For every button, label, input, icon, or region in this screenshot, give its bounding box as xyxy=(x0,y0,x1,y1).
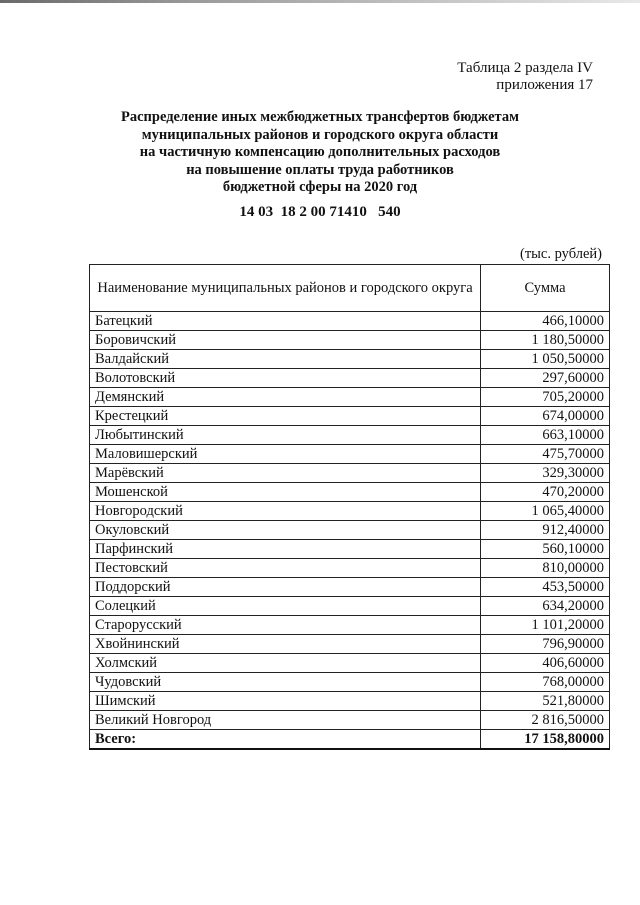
district-sum: 1 180,50000 xyxy=(481,331,610,350)
district-sum: 2 816,50000 xyxy=(481,711,610,730)
table-reference xyxy=(457,60,593,94)
district-sum: 453,50000 xyxy=(481,578,610,597)
district-sum: 912,40000 xyxy=(481,521,610,540)
table-row xyxy=(90,464,610,483)
table-row xyxy=(90,350,610,369)
district-name: Любытинский xyxy=(90,426,481,445)
table-row xyxy=(90,483,610,502)
district-sum: 1 065,40000 xyxy=(481,502,610,521)
table-row xyxy=(90,312,610,331)
header-sum: Сумма xyxy=(481,265,610,312)
district-name: Мошенской xyxy=(90,483,481,502)
scan-edge-line xyxy=(0,0,640,3)
title-line-4: на повышение оплаты труда работников xyxy=(186,161,454,178)
table-row xyxy=(90,635,610,654)
table-row xyxy=(90,426,610,445)
district-name: Поддорский xyxy=(90,578,481,597)
district-name: Парфинский xyxy=(90,540,481,559)
table-row xyxy=(90,673,610,692)
district-sum: 560,10000 xyxy=(481,540,610,559)
district-sum: 634,20000 xyxy=(481,597,610,616)
total-row xyxy=(90,730,610,750)
reference-line-1: Таблица 2 раздела IV xyxy=(457,60,593,76)
table-row xyxy=(90,692,610,711)
district-name: Чудовский xyxy=(90,673,481,692)
table-row xyxy=(90,540,610,559)
distribution-table xyxy=(89,264,610,750)
title-line-1: Распределение иных межбюджетных трансфертов бюджетам xyxy=(121,109,519,125)
table-row xyxy=(90,388,610,407)
table-row xyxy=(90,369,610,388)
district-name: Демянский xyxy=(90,388,481,407)
table-row xyxy=(90,711,610,730)
district-sum: 663,10000 xyxy=(481,426,610,445)
district-name: Батецкий xyxy=(90,312,481,331)
title-line-5: бюджетной сферы на 2020 год xyxy=(222,179,418,195)
district-name: Новгородский xyxy=(90,502,481,521)
table-row xyxy=(90,445,610,464)
table-header-row xyxy=(90,265,610,312)
district-name: Валдайский xyxy=(90,350,481,369)
district-sum: 329,30000 xyxy=(481,464,610,483)
district-sum: 674,00000 xyxy=(481,407,610,426)
table-row xyxy=(90,502,610,521)
title-line-3: на частичную компенсацию дополнительных расходов xyxy=(139,144,501,160)
table-row xyxy=(90,331,610,350)
district-sum: 475,70000 xyxy=(481,445,610,464)
district-name: Холмский xyxy=(90,654,481,673)
table-row xyxy=(90,597,610,616)
district-name: Окуловский xyxy=(90,521,481,540)
district-sum: 521,80000 xyxy=(481,692,610,711)
total-label: Всего: xyxy=(90,730,481,750)
district-name: Волотовский xyxy=(90,369,481,388)
district-name: Солецкий xyxy=(90,597,481,616)
units-label: (тыс. рублей) xyxy=(520,246,602,262)
table-row xyxy=(90,654,610,673)
title-line-2: муниципальных районов и городского округа области xyxy=(141,126,499,143)
district-name: Марёвский xyxy=(90,464,481,483)
budget-classification-code: 14 03 18 2 00 71410 540 xyxy=(239,204,401,220)
district-sum: 466,10000 xyxy=(481,312,610,331)
district-name: Крестецкий xyxy=(90,407,481,426)
district-sum: 1 050,50000 xyxy=(481,350,610,369)
district-sum: 810,00000 xyxy=(481,559,610,578)
district-name: Маловишерский xyxy=(90,445,481,464)
district-sum: 1 101,20000 xyxy=(481,616,610,635)
district-sum: 796,90000 xyxy=(481,635,610,654)
district-sum: 406,60000 xyxy=(481,654,610,673)
reference-line-2: приложения 17 xyxy=(496,77,593,93)
district-sum: 470,20000 xyxy=(481,483,610,502)
table-row xyxy=(90,578,610,597)
document-title xyxy=(0,109,640,197)
table-row xyxy=(90,616,610,635)
district-name: Шимский xyxy=(90,692,481,711)
district-name: Старорусский xyxy=(90,616,481,635)
district-name: Великий Новгород xyxy=(90,711,481,730)
total-sum: 17 158,80000 xyxy=(481,730,610,750)
table-row xyxy=(90,407,610,426)
header-name: Наименование муниципальных районов и городского округа xyxy=(90,265,481,312)
district-sum: 705,20000 xyxy=(481,388,610,407)
table-row xyxy=(90,521,610,540)
district-name: Боровичский xyxy=(90,331,481,350)
district-sum: 297,60000 xyxy=(481,369,610,388)
district-sum: 768,00000 xyxy=(481,673,610,692)
district-name: Пестовский xyxy=(90,559,481,578)
table-row xyxy=(90,559,610,578)
district-name: Хвойнинский xyxy=(90,635,481,654)
